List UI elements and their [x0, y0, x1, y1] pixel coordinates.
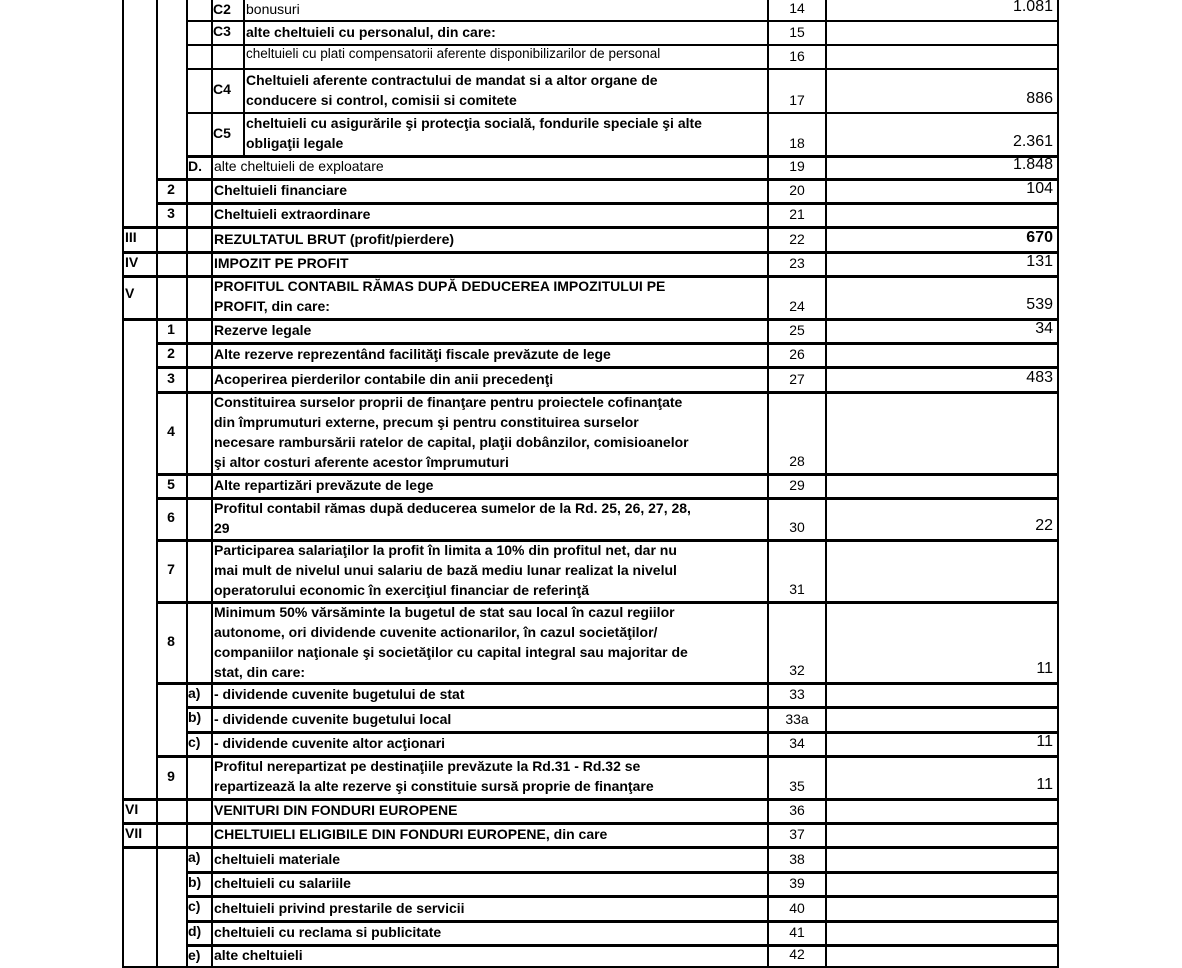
column-divider-b	[186, 275, 188, 318]
column-divider-c	[211, 944, 213, 966]
column-divider-a	[156, 846, 158, 871]
row-value: 11	[1036, 733, 1053, 750]
column-divider-a	[156, 226, 158, 251]
column-divider-c	[211, 920, 213, 944]
column-divider-a	[156, 731, 158, 755]
column-divider-c	[211, 318, 213, 342]
row-label: - dividende cuvenite altor acţionari	[214, 735, 446, 751]
row-sub-label: C5	[213, 125, 231, 141]
row-sub-label: c)	[188, 734, 201, 750]
column-divider-a	[156, 155, 158, 178]
row-label: Minimum 50% vărsăminte la bugetul de stat sau local în cazul regiilor autonome, ori dividende cuvenite actionarilor, în cazul societăţilor/ companiilor naţionale şi societăţilor cu capital integral sau majoritar de stat, din care:	[214, 604, 688, 680]
column-divider-b	[186, 755, 188, 798]
column-divider-c	[211, 202, 213, 226]
row-sub-label: a)	[188, 685, 201, 701]
column-divider-b	[186, 822, 188, 846]
column-divider-c	[211, 755, 213, 798]
row-code: 18	[789, 135, 805, 151]
row-label: REZULTATUL BRUT (profit/pierdere)	[214, 231, 455, 247]
row-roman-numeral: V	[125, 285, 135, 301]
row-label: cheltuieli cu asigurările şi protecţia socială, fondurile speciale şi alte obligaţii legale	[246, 115, 702, 151]
row-label: Constituirea surselor proprii de finanţare pentru proiectele cofinanţate din împrumuturi externe, precum şi pentru constituirea surselor necesare rambursării ratelor de capital, plaţii dobânzilor, comisioanelor şi altor costuri aferente acestor împrumuturi	[214, 394, 689, 470]
column-divider-b	[186, 226, 188, 251]
row-sub-label: C3	[213, 23, 231, 39]
column-divider-b	[186, 0, 188, 20]
row-number: 9	[167, 768, 175, 784]
column-divider-c	[211, 275, 213, 318]
column-divider-c	[211, 731, 213, 755]
row-label: Cheltuieli extraordinare	[214, 206, 371, 222]
row-label: Cheltuieli financiare	[214, 182, 348, 198]
column-divider-c	[211, 895, 213, 920]
row-number: 6	[167, 509, 175, 525]
column-divider-d	[243, 20, 245, 44]
row-sub-label: a)	[188, 849, 201, 865]
column-divider-c	[211, 251, 213, 275]
row-code: 39	[789, 875, 805, 891]
row-code: 36	[789, 802, 805, 818]
row-label: alte cheltuieli	[214, 947, 303, 963]
column-divider-b	[186, 251, 188, 275]
row-label: cheltuieli cu salariile	[214, 875, 351, 891]
row-label: Profitul nerepartizat pe destinaţiile prevăzute la Rd.31 - Rd.32 se repartizează la alte rezerve şi constituie sursă proprie de finanţare	[214, 758, 654, 794]
row-value: 1.848	[1012, 156, 1053, 173]
column-divider-b	[186, 497, 188, 539]
row-code: 22	[789, 231, 805, 247]
column-divider-b	[186, 342, 188, 366]
row-value: 11	[1036, 776, 1053, 793]
row-label: alte cheltuieli de exploatare	[214, 158, 384, 174]
row-code: 35	[789, 778, 805, 794]
row-code: 33a	[785, 711, 809, 727]
column-divider-c	[211, 706, 213, 731]
column-divider-a	[156, 798, 158, 822]
row-sub-label: D.	[188, 158, 202, 174]
column-divider-d	[243, 44, 245, 68]
column-divider-c	[211, 366, 213, 391]
row-code: 26	[789, 346, 805, 362]
row-sub-label: b)	[188, 709, 202, 725]
column-divider-c	[211, 497, 213, 539]
row-code: 42	[789, 946, 805, 962]
column-divider-c	[211, 226, 213, 251]
row-roman-numeral: VII	[125, 825, 143, 841]
column-divider-a	[156, 20, 158, 44]
column-divider-a	[156, 871, 158, 895]
row-number: 5	[167, 476, 175, 492]
column-divider-b	[186, 473, 188, 497]
row-value: 104	[1026, 180, 1053, 197]
column-divider-d	[243, 68, 245, 112]
row-label: VENITURI DIN FONDURI EUROPENE	[214, 802, 458, 818]
row-label: bonusuri	[246, 1, 300, 17]
column-divider-c	[211, 391, 213, 473]
row-code: 24	[789, 298, 805, 314]
row-value: 11	[1036, 660, 1053, 677]
column-divider-c	[211, 473, 213, 497]
column-divider-a	[156, 0, 158, 20]
row-value: 886	[1026, 90, 1053, 107]
row-value: 2.361	[1012, 133, 1053, 150]
column-divider-c	[211, 539, 213, 601]
row-roman-numeral: III	[125, 229, 137, 245]
row-number: 2	[167, 181, 175, 197]
row-code: 40	[789, 900, 805, 916]
row-label: cheltuieli cu plati compensatorii aferente disponibilizarilor de personal	[246, 46, 661, 61]
column-divider-a	[156, 251, 158, 275]
column-divider-b	[186, 20, 188, 44]
row-value: 670	[1026, 229, 1053, 246]
row-code: 27	[789, 371, 805, 387]
row-number: 8	[167, 633, 175, 649]
row-code: 37	[789, 826, 805, 842]
row-value: 539	[1026, 296, 1053, 313]
column-divider-c	[211, 798, 213, 822]
row-value: 131	[1026, 253, 1053, 270]
row-label: IMPOZIT PE PROFIT	[214, 255, 349, 271]
row-code: 15	[789, 24, 805, 40]
row-label: cheltuieli privind prestarile de servicii	[214, 900, 465, 916]
row-code: 38	[789, 851, 805, 867]
column-divider-c	[211, 682, 213, 706]
row-label: - dividende cuvenite bugetului de stat	[214, 686, 465, 702]
row-code: 16	[789, 48, 805, 64]
row-code: 25	[789, 322, 805, 338]
row-label: Participarea salariaţilor la profit în limita a 10% din profitul net, dar nu mai mult de nivelul unui salariu de bază mediu lunar realizat la nivelul operatorului economic în exerciţiul financiar de referinţă	[214, 542, 677, 598]
row-code: 20	[789, 182, 805, 198]
row-number: 3	[167, 205, 175, 221]
column-divider-a	[156, 706, 158, 731]
row-code: 31	[789, 581, 805, 597]
column-divider-c	[211, 44, 213, 68]
row-label: Alte repartizări prevăzute de lege	[214, 477, 434, 493]
row-code: 30	[789, 519, 805, 535]
row-roman-numeral: VI	[125, 801, 139, 817]
column-divider-a	[156, 944, 158, 966]
column-divider-b	[186, 601, 188, 682]
row-sub-label: c)	[188, 898, 201, 914]
row-label: Alte rezerve reprezentând facilităţi fiscale prevăzute de lege	[214, 346, 611, 362]
row-number: 1	[167, 321, 175, 337]
row-sub-label: C4	[213, 81, 231, 97]
column-divider-c	[211, 342, 213, 366]
row-code: 33	[789, 686, 805, 702]
row-value: 1.081	[1012, 0, 1053, 15]
column-divider-d	[243, 0, 245, 20]
row-sub-label: C2	[213, 1, 231, 17]
row-code: 29	[789, 477, 805, 493]
column-divider-d	[243, 112, 245, 155]
row-separator	[186, 944, 1059, 947]
column-divider-b	[186, 68, 188, 112]
column-divider-c	[211, 178, 213, 202]
column-divider-a	[156, 112, 158, 155]
row-label: CHELTUIELI ELIGIBILE DIN FONDURI EUROPENE, din care	[214, 826, 608, 842]
row-sub-label: e)	[188, 947, 201, 963]
row-code: 14	[789, 0, 805, 16]
row-label: Cheltuieli aferente contractului de mandat si a altor organe de conducere si control, comisii si comitete	[246, 72, 658, 108]
column-divider-b	[186, 539, 188, 601]
row-sub-label: b)	[188, 874, 202, 890]
column-divider-c	[211, 846, 213, 871]
column-divider-c	[211, 155, 213, 178]
row-code: 28	[789, 453, 805, 469]
column-divider-a	[156, 68, 158, 112]
row-value: 483	[1026, 369, 1053, 386]
column-divider-a	[156, 44, 158, 68]
row-code: 17	[789, 92, 805, 108]
row-value: 34	[1035, 320, 1053, 337]
row-code: 34	[789, 735, 805, 751]
column-divider-c	[211, 601, 213, 682]
column-divider-a	[156, 920, 158, 944]
row-sub-label: d)	[188, 923, 202, 939]
row-number: 2	[167, 345, 175, 361]
row-label: PROFITUL CONTABIL RĂMAS DUPĂ DEDUCEREA IMPOZITULUI PE PROFIT, din care:	[214, 278, 666, 314]
row-code: 41	[789, 924, 805, 940]
column-divider-b	[186, 178, 188, 202]
column-divider-a	[156, 822, 158, 846]
row-roman-numeral: IV	[125, 254, 139, 270]
row-number: 3	[167, 370, 175, 386]
row-label: alte cheltuieli cu personalul, din care:	[246, 24, 496, 40]
row-code: 21	[789, 206, 805, 222]
row-value: 22	[1035, 517, 1053, 534]
row-label: - dividende cuvenite bugetului local	[214, 711, 452, 727]
row-label: cheltuieli materiale	[214, 851, 341, 867]
row-code: 32	[789, 662, 805, 678]
column-divider-c	[211, 822, 213, 846]
column-divider-b	[186, 44, 188, 68]
column-divider-b	[186, 366, 188, 391]
row-label: Rezerve legale	[214, 322, 312, 338]
column-divider-c	[211, 871, 213, 895]
column-divider-b	[186, 202, 188, 226]
row-number: 4	[167, 423, 175, 439]
column-divider-a	[156, 895, 158, 920]
row-number: 7	[167, 561, 175, 577]
column-divider-b	[186, 391, 188, 473]
column-divider-b	[186, 112, 188, 155]
column-divider-b	[186, 798, 188, 822]
column-divider-b	[186, 318, 188, 342]
row-label: Profitul contabil rămas după deducerea sumelor de la Rd. 25, 26, 27, 28, 29	[214, 500, 691, 536]
row-label: cheltuieli cu reclama si publicitate	[214, 924, 442, 940]
row-code: 23	[789, 255, 805, 271]
row-code: 19	[789, 158, 805, 174]
row-label: Acoperirea pierderilor contabile din anii precedenţi	[214, 371, 554, 387]
column-divider-a	[156, 682, 158, 706]
column-divider-a	[156, 275, 158, 318]
